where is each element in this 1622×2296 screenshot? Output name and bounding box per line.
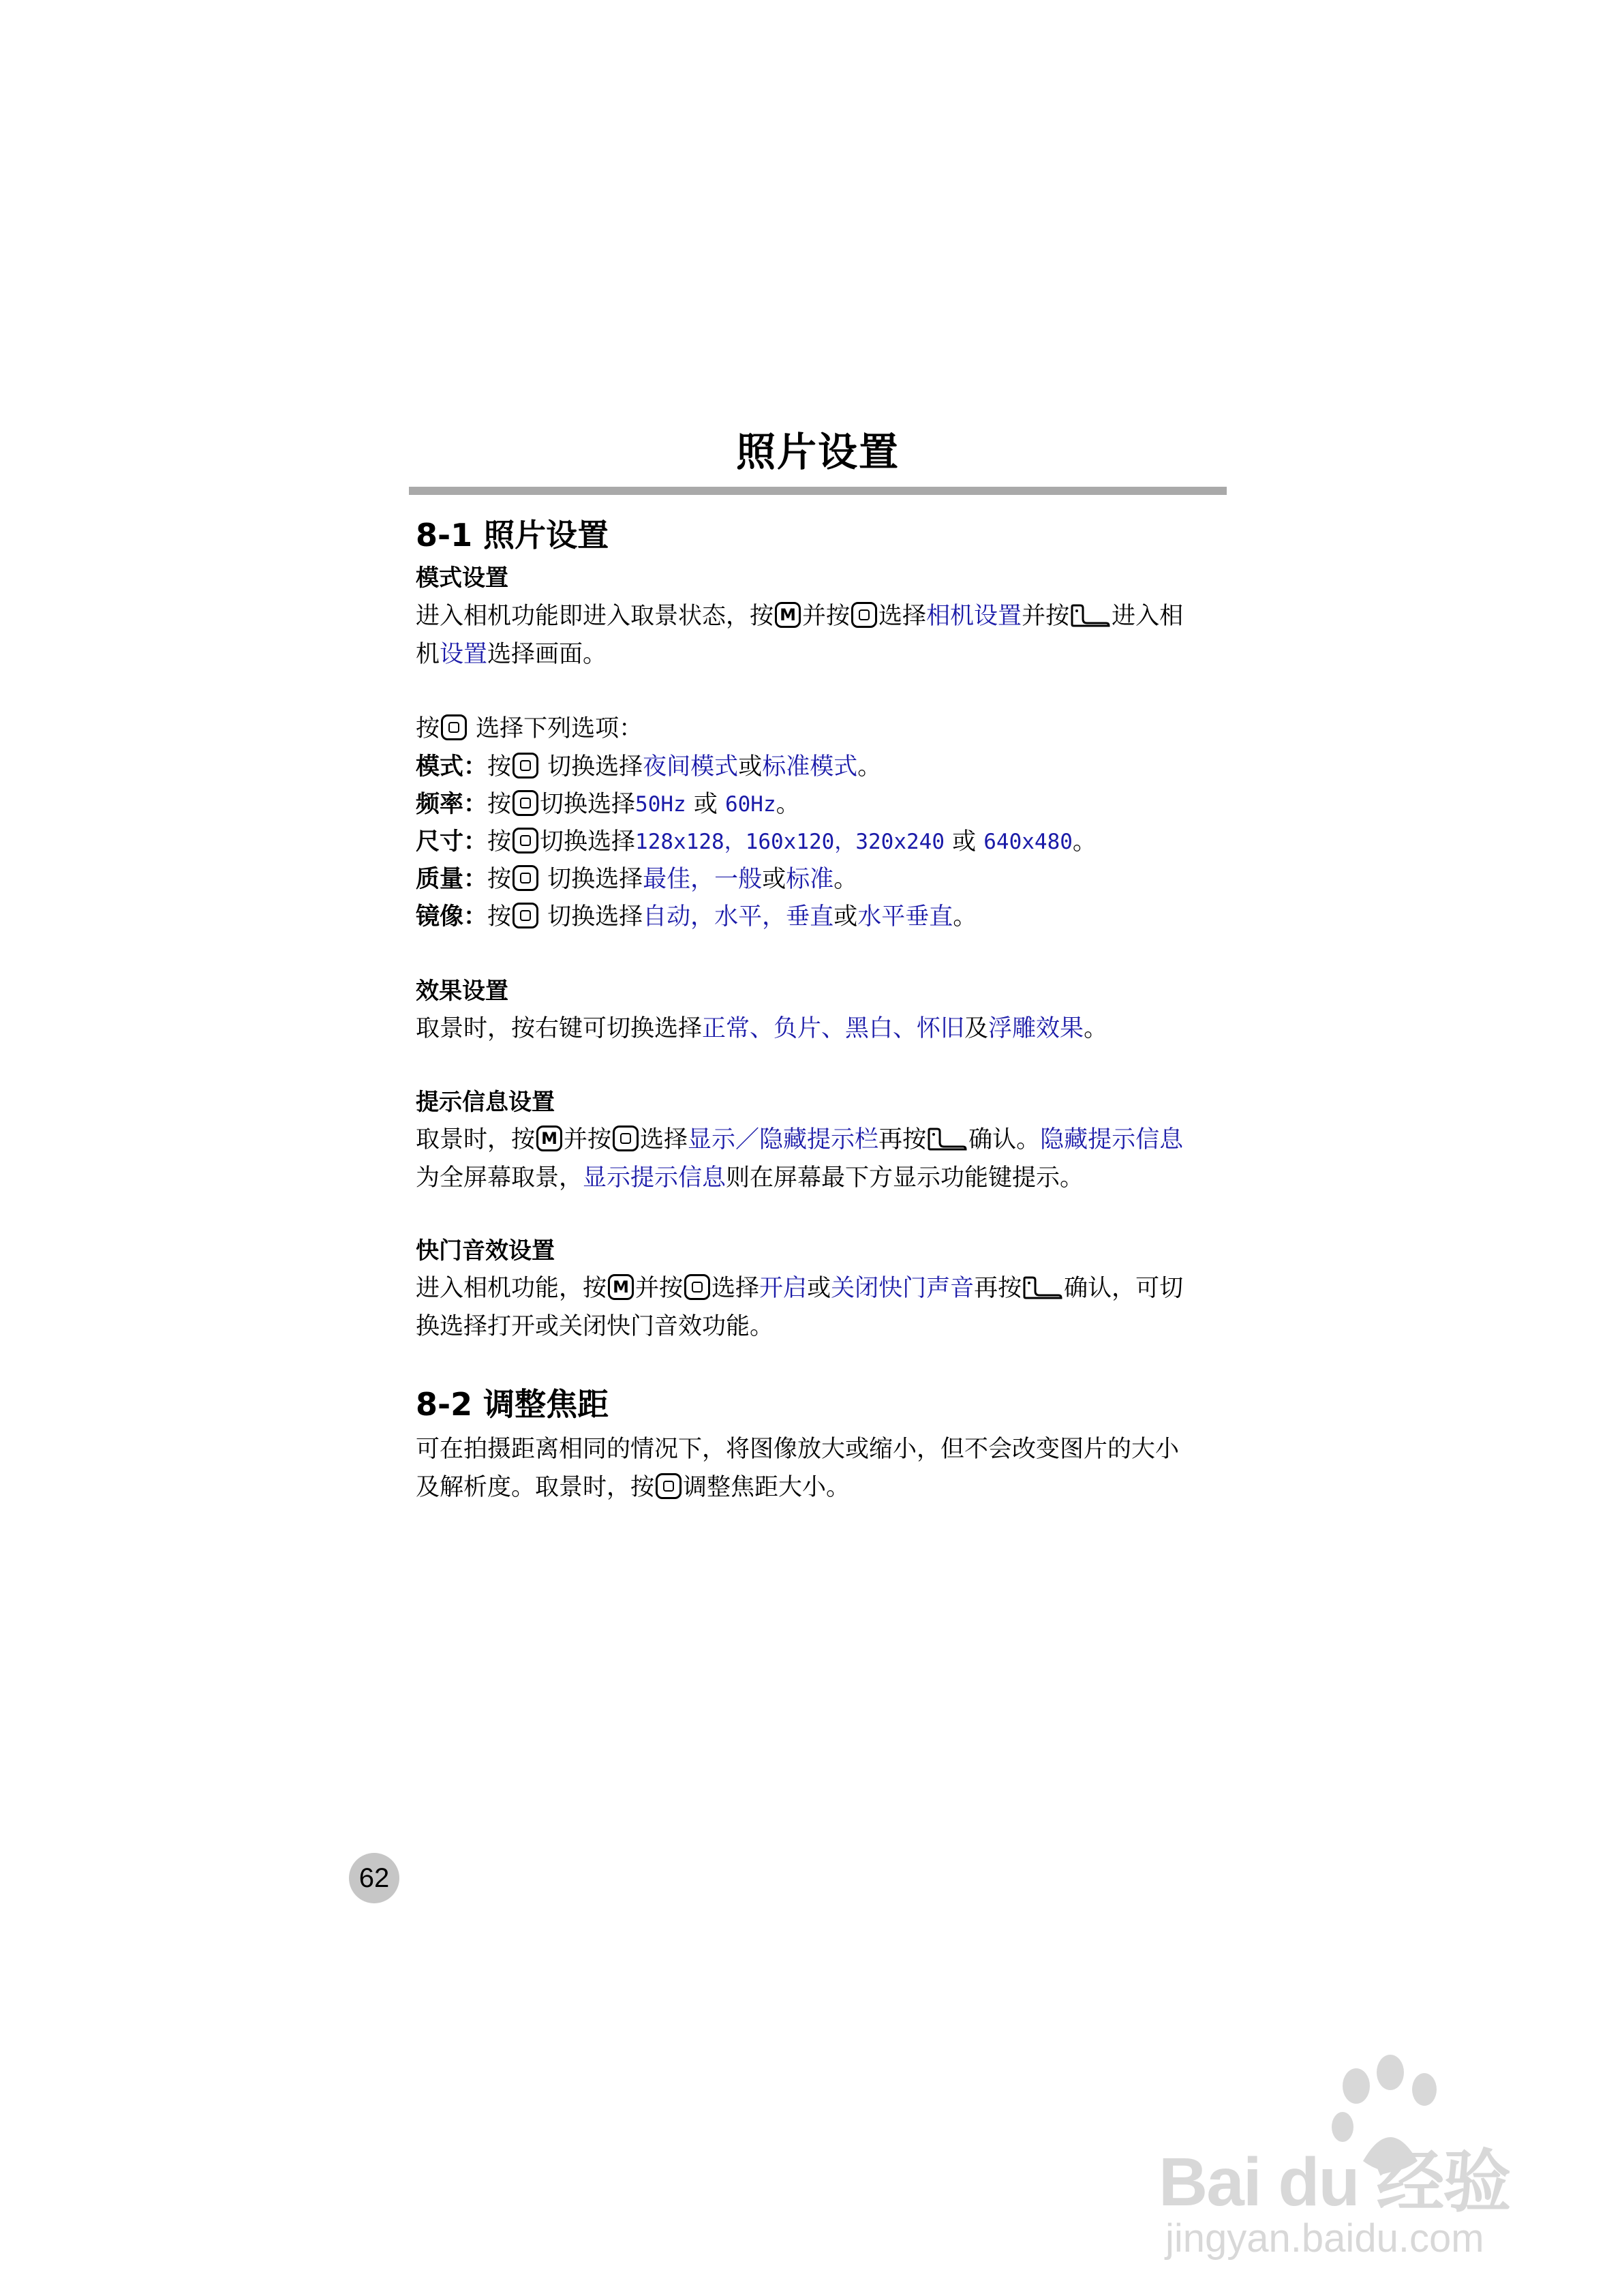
page-title: 照片设置 xyxy=(735,429,900,475)
option-frequency: 频率：按 切换选择50Hz 或 60Hz。 xyxy=(416,791,800,818)
section-heading-8-2: 8-2 调整焦距 xyxy=(416,1386,609,1423)
option-size: 尺寸：按 切换选择128x128，160x120，320x240 或 640x480。 xyxy=(416,828,1097,856)
nav-key-icon xyxy=(656,1473,682,1499)
paragraph-line: 进入相机功能即进入取景状态，按 M 并按 选择相机设置并按 进入相 xyxy=(416,603,1184,630)
paragraph-line: 进入相机功能，按 M 并按 选择开启或关闭快门声音再按 确认，可切 xyxy=(416,1275,1184,1302)
nav-key-icon xyxy=(512,753,538,779)
menu-key-icon: M xyxy=(775,602,801,628)
menu-key-icon: M xyxy=(536,1126,562,1151)
paragraph-line: 机设置选择画面。 xyxy=(416,641,607,668)
nav-key-icon xyxy=(512,790,538,816)
nav-key-icon xyxy=(512,828,538,854)
nav-key-icon xyxy=(613,1126,639,1151)
nav-key-icon xyxy=(441,714,467,740)
page-number-badge: 62 xyxy=(349,1853,399,1903)
paragraph-line: 为全屏幕取景，显示提示信息则在屏幕最下方显示功能键提示。 xyxy=(416,1164,1084,1192)
paragraph-line: 取景时，按右键可切换选择正常、负片、黑白、怀旧及浮雕效果。 xyxy=(416,1015,1108,1042)
ok-key-icon xyxy=(1071,601,1110,629)
subheading-info-settings: 提示信息设置 xyxy=(416,1089,555,1116)
subheading-mode-settings: 模式设置 xyxy=(416,564,508,592)
ok-key-icon xyxy=(1023,1273,1062,1301)
paragraph-line: 换选择打开或关闭快门音效功能。 xyxy=(416,1313,774,1340)
nav-key-icon xyxy=(684,1274,710,1300)
ok-key-icon xyxy=(928,1125,967,1152)
subheading-effect-settings: 效果设置 xyxy=(416,978,508,1005)
option-mirror: 镜像：按 切换选择自动，水平，垂直或水平垂直。 xyxy=(416,903,977,931)
paragraph-line: 可在拍摄距离相同的情况下，将图像放大或缩小，但不会改变图片的大小 xyxy=(416,1436,1180,1463)
watermark-brand: Bai du 经验 xyxy=(1159,2144,1510,2220)
section-heading-8-1: 8-1 照片设置 xyxy=(416,517,609,554)
watermark xyxy=(1159,2045,1595,2270)
option-mode: 模式：按 切换选择夜间模式或标准模式。 xyxy=(416,753,882,781)
paragraph-line: 取景时，按 M 并按 选择显示／隐藏提示栏再按 确认。隐藏提示信息 xyxy=(416,1126,1184,1153)
nav-key-icon xyxy=(851,602,877,628)
title-divider xyxy=(409,487,1227,495)
watermark-url: jingyan.baidu.com xyxy=(1165,2216,1484,2261)
subheading-shutter-sound: 快门音效设置 xyxy=(416,1237,555,1265)
paragraph-line: 及解析度。取景时，按 调整焦距大小。 xyxy=(416,1474,851,1501)
menu-key-icon: M xyxy=(608,1274,634,1300)
nav-key-icon xyxy=(512,865,538,891)
options-intro: 按 选择下列选项： xyxy=(416,715,643,742)
nav-key-icon xyxy=(512,903,538,928)
option-quality: 质量：按 切换选择最佳，一般或标准。 xyxy=(416,866,858,893)
